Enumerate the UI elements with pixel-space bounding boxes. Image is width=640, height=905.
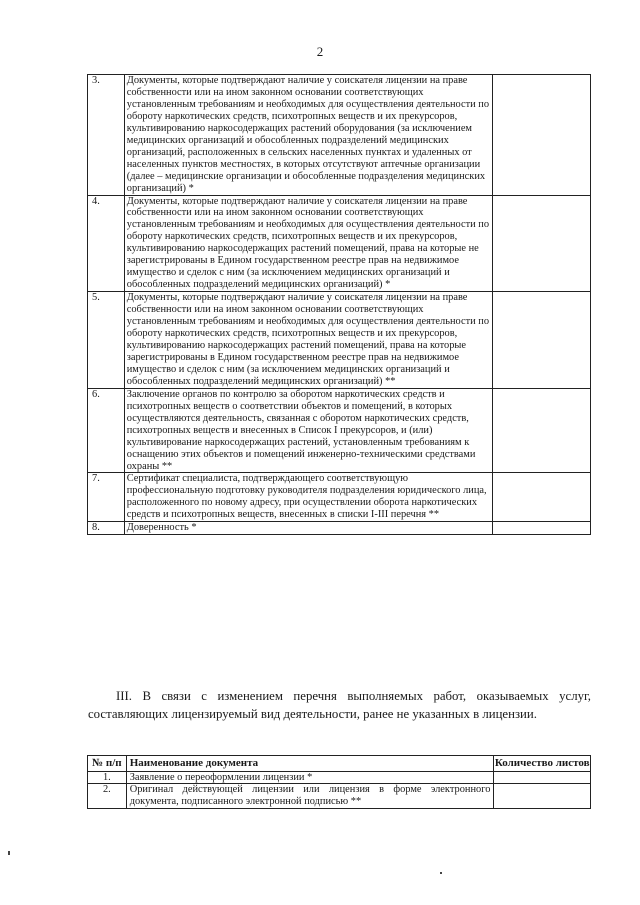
header-sheet-count: Количество листов bbox=[494, 757, 590, 769]
document-name: Сертификат специалиста, подтверждающего соответствующую профессиональную подготовку руководителя подразделения юридического лица, расположенного по новому адресу, при осуществлении оборота наркотических средств и психотропных веществ, внесенных в списки I-III перечня ** bbox=[124, 473, 492, 522]
documents-table-top bbox=[87, 74, 591, 535]
row-number: 3. bbox=[88, 75, 125, 196]
documents-table-bottom bbox=[87, 755, 591, 809]
document-name: Документы, которые подтверждают наличие у соискателя лицензии на праве собственности или на ином законном основании соответствующих установленным требованиям и необходимых для осуществления деятельности по обороту наркотических средств, психотропных веществ и их прекурсоров, культивированию наркосодержащих растений помещений, права на которые зарегистрированы в Едином государственном реестре прав на недвижимое имущество и сделок с ним (за исключением медицинских организаций и обособленных подразделений медицинских организаций) ** bbox=[124, 292, 492, 389]
table-row bbox=[88, 292, 591, 389]
header-number: № п/п bbox=[88, 756, 127, 772]
table-row bbox=[88, 522, 591, 535]
section-iii-heading: III. В связи с изменением перечня выполняемых работ, оказываемых услуг, составляющих лицензируемый вид деятельности, ранее не указанных в лицензии. bbox=[88, 689, 591, 721]
table-row bbox=[88, 75, 591, 196]
document-name: Документы, которые подтверждают наличие у соискателя лицензии на праве собственности или на ином законном основании соответствующих установленным требованиям и необходимых для осуществления деятельности по обороту наркотических средств, психотропных веществ и их прекурсоров, культивированию наркосодержащих растений помещений, права на которые не зарегистрированы в Едином государственном реестре прав на недвижимое имущество и сделок с ним (за исключением медицинских организаций и обособленных подразделений медицинских организаций) * bbox=[124, 195, 492, 292]
sheet-count-cell bbox=[492, 473, 590, 522]
table-row bbox=[88, 195, 591, 292]
header-document-name: Наименование документа bbox=[126, 756, 494, 772]
scan-speck bbox=[8, 851, 10, 855]
row-number: 5. bbox=[88, 292, 125, 389]
sheet-count-cell bbox=[494, 784, 591, 809]
table-row bbox=[88, 771, 591, 784]
sheet-count-cell bbox=[492, 522, 590, 535]
scan-speck bbox=[440, 872, 442, 874]
row-number: 7. bbox=[88, 473, 125, 522]
document-name: Заключение органов по контролю за оборотом наркотических средств и психотропных веществ о соответствии объектов и помещений, в которых осуществляются деятельность, связанная с оборотом наркотических средств, психотропных веществ и внесенных в Список I прекурсоров, и (или) культивирование наркосодержащих растений, установленным требованиям к оснащению этих объектов и помещений инженерно-техническими средствами охраны ** bbox=[124, 388, 492, 473]
sheet-count-cell bbox=[494, 771, 591, 784]
document-name: Заявление о переоформлении лицензии * bbox=[126, 771, 494, 784]
sheet-count-cell bbox=[492, 292, 590, 389]
page-number: 2 bbox=[316, 44, 324, 59]
sheet-count-cell bbox=[492, 388, 590, 473]
row-number: 6. bbox=[88, 388, 125, 473]
table-row bbox=[88, 388, 591, 473]
document-name: Документы, которые подтверждают наличие у соискателя лицензии на праве собственности или на ином законном основании соответствующих установленным требованиям и необходимых для осуществления деятельности по обороту наркотических средств, психотропных веществ и их прекурсоров, культивированию наркосодержащих растений оборудования (за исключением медицинских организаций и обособленных подразделений медицинских организаций, расположенных в сельских населенных пунктах и удаленных от населенных пунктов местностях, в которых отсутствуют аптечные организации (далее – медицинские организации и обособленные подразделения медицинских организаций) * bbox=[124, 75, 492, 196]
document-name: Доверенность * bbox=[124, 522, 492, 535]
table-row bbox=[88, 473, 591, 522]
document-name: Оригинал действующей лицензии или лицензия в форме электронного документа, подписанного электронной подписью ** bbox=[126, 784, 494, 809]
sheet-count-cell bbox=[492, 195, 590, 292]
row-number: 2. bbox=[88, 784, 127, 809]
row-number: 8. bbox=[88, 522, 125, 535]
row-number: 1. bbox=[88, 771, 127, 784]
row-number: 4. bbox=[88, 195, 125, 292]
sheet-count-cell bbox=[492, 75, 590, 196]
table-header-row bbox=[88, 756, 591, 772]
table-row bbox=[88, 784, 591, 809]
